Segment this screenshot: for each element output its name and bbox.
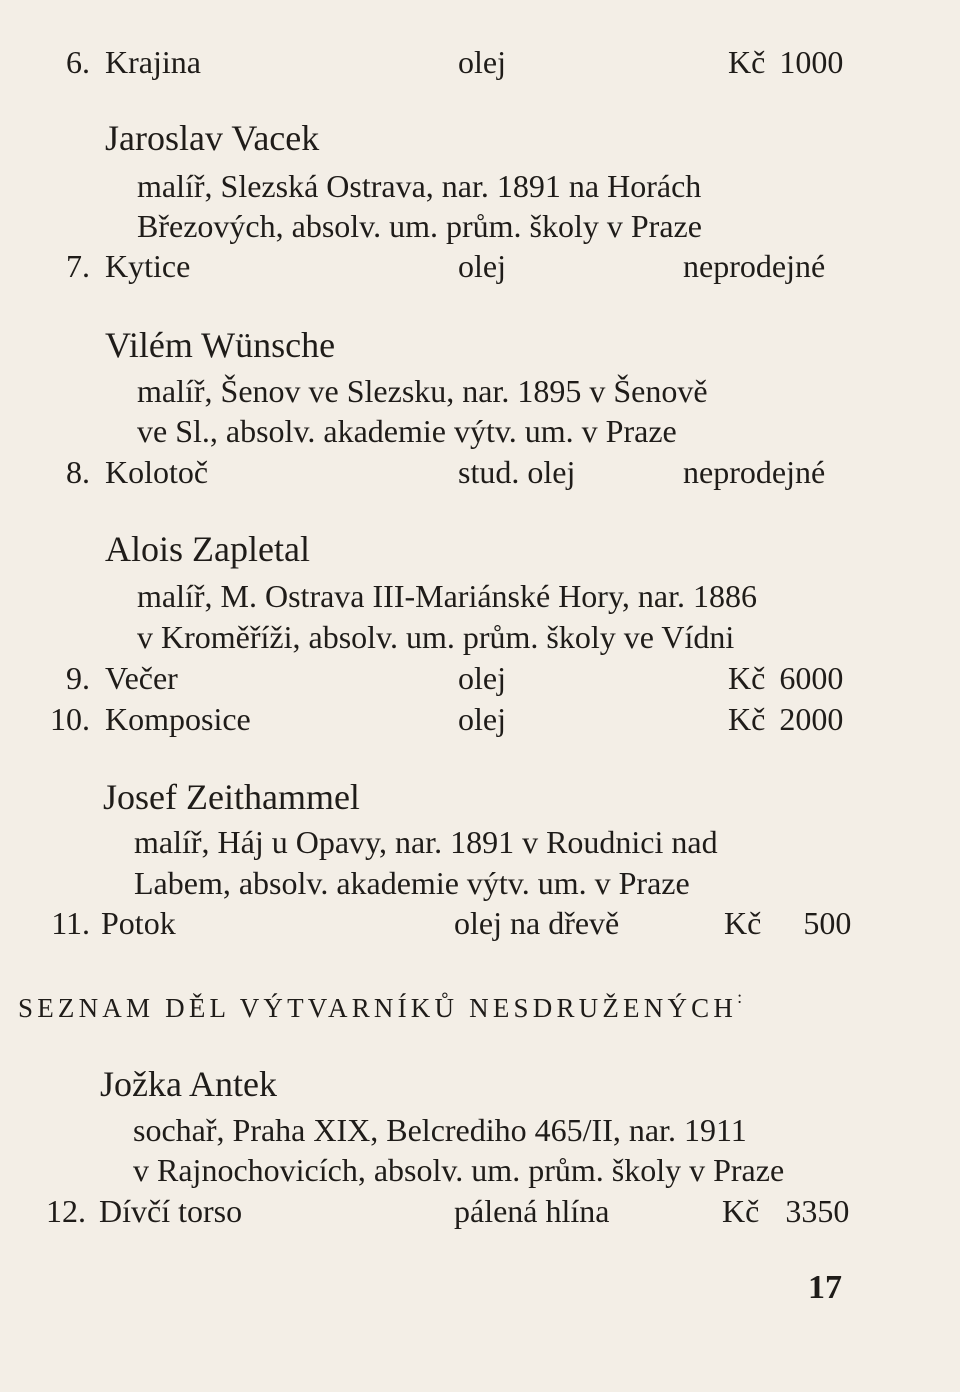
item-price-value: 6000 xyxy=(779,660,844,696)
item-number: 9. xyxy=(66,660,90,696)
item-medium: olej na dřevě xyxy=(454,905,620,941)
item-currency: Kč xyxy=(728,660,766,696)
item-title: Dívčí torso xyxy=(99,1193,243,1229)
artist-bio-line: malíř, M. Ostrava III-Mariánské Hory, nar. 1886 xyxy=(137,578,757,614)
artist-bio-line: sochař, Praha XIX, Belcrediho 465/II, nar. 1911 xyxy=(133,1112,747,1148)
artist-name: Vilém Wünsche xyxy=(105,325,336,365)
item-currency: Kč xyxy=(728,701,766,737)
item-medium: stud. olej xyxy=(458,454,576,490)
item-medium: olej xyxy=(458,248,506,284)
item-title: Večer xyxy=(105,660,178,696)
item-price xyxy=(722,1191,849,1231)
item-price-text: neprodejné xyxy=(683,248,826,284)
artist-bio-line: malíř, Slezská Ostrava, nar. 1891 na Horách xyxy=(137,168,702,204)
artist-name: Jaroslav Vacek xyxy=(105,118,320,158)
item-price xyxy=(728,658,843,698)
item-currency: Kč xyxy=(722,1193,760,1229)
item-currency: Kč xyxy=(724,905,762,941)
artist-bio-line: ve Sl., absolv. akademie výtv. um. v Praze xyxy=(137,413,677,449)
item-price-value: 1000 xyxy=(779,44,844,80)
artist-name: Josef Zeithammel xyxy=(103,777,360,817)
artist-bio-line: Březových, absolv. um. prům. školy v Praze xyxy=(137,208,702,244)
section-heading xyxy=(18,988,746,1031)
artist-bio-line: v Kroměříži, absolv. um. prům. školy ve Vídni xyxy=(137,619,735,655)
item-number: 12. xyxy=(46,1193,86,1229)
item-medium: olej xyxy=(458,660,506,696)
item-medium: olej xyxy=(458,44,506,80)
item-price xyxy=(724,903,851,943)
item-number: 8. xyxy=(66,454,90,490)
item-number: 7. xyxy=(66,248,90,284)
artist-bio-line: Labem, absolv. akademie výtv. um. v Praze xyxy=(134,865,690,901)
artist-bio-line: malíř, Háj u Opavy, nar. 1891 v Roudnici nad xyxy=(134,824,718,860)
item-price-text: neprodejné xyxy=(683,454,826,490)
section-heading-mark: : xyxy=(737,987,747,1007)
artist-name: Alois Zapletal xyxy=(105,529,310,569)
item-price-value: 3350 xyxy=(785,1193,850,1229)
item-number: 6. xyxy=(66,44,90,80)
page-number: 17 xyxy=(808,1269,842,1306)
item-medium: pálená hlína xyxy=(454,1193,610,1229)
item-number: 11. xyxy=(51,905,90,941)
artist-name: Jožka Antek xyxy=(100,1064,277,1104)
artist-bio-line: v Rajnochovicích, absolv. um. prům. školy v Praze xyxy=(133,1152,785,1188)
item-title: Kolotoč xyxy=(105,454,209,490)
item-title: Kytice xyxy=(105,248,191,284)
item-number: 10. xyxy=(50,701,90,737)
item-medium: olej xyxy=(458,701,506,737)
section-heading-text: SEZNAM DĚL VÝTVARNÍKŮ NESDRUŽENÝCH xyxy=(18,993,738,1023)
item-price xyxy=(728,42,843,82)
item-price-value: 2000 xyxy=(779,701,844,737)
item-title: Komposice xyxy=(105,701,251,737)
item-currency: Kč xyxy=(728,44,766,80)
item-price-value: 500 xyxy=(803,905,852,941)
item-title: Potok xyxy=(101,905,176,941)
item-title: Krajina xyxy=(105,44,201,80)
item-price xyxy=(728,699,843,739)
artist-bio-line: malíř, Šenov ve Slezsku, nar. 1895 v Šenově xyxy=(137,373,708,409)
